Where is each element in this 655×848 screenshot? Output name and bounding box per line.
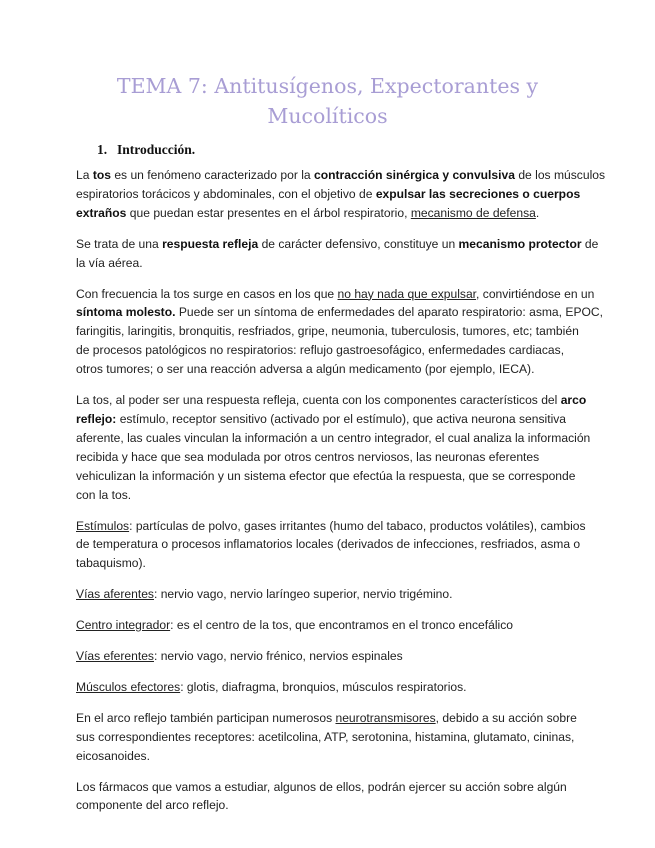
paragraph: [76, 166, 606, 223]
paragraph: [76, 235, 599, 273]
underlined-text: neurotransmisores: [335, 710, 436, 725]
section-heading: [97, 142, 195, 158]
text-line: recibida y hace que sea modulada por otros centros nerviosos, las neuronas eferentes: [76, 449, 540, 464]
text-line: La tos, al poder ser una respuesta refleja, cuenta con los componentes característicos del arco: [76, 393, 587, 408]
bold-text: contracción sinérgica y convulsiva: [313, 168, 515, 182]
bold-text: mecanismo protector: [458, 236, 582, 251]
text-line: tabaquismo).: [76, 556, 146, 571]
text-line: Se trata de una respuesta refleja de carácter defensivo, constituye un mecanismo protector de: [76, 236, 599, 251]
paragraph: [76, 678, 581, 697]
paragraph: [76, 778, 581, 816]
underlined-text: mecanismo de defensa: [410, 205, 536, 220]
underlined-text: Estímulos: [76, 518, 130, 533]
paragraph: [76, 285, 604, 380]
text-line: eicosanoides.: [76, 748, 150, 763]
text-line: espiratorios torácicos y abdominales, con el objetivo de expulsar las secreciones o cuerpos: [76, 186, 581, 201]
text-line: Vías aferentes: nervio vago, nervio laríngeo superior, nervio trigémino.: [76, 587, 453, 602]
text-line: sus correspondientes receptores: acetilcolina, ATP, serotonina, histamina, glutamato, cininas,: [76, 729, 575, 744]
bold-text: síntoma molesto.: [76, 305, 176, 320]
paragraph: [76, 616, 581, 635]
text-line: La tos es un fenómeno caracterizado por la contracción sinérgica y convulsiva de los músculos: [76, 168, 606, 182]
section-title: Introducción.: [117, 142, 196, 157]
underlined-text: no hay nada que expulsar: [337, 286, 477, 301]
text-line: Centro integrador: es el centro de la tos, que encontramos en el tronco encefálico: [76, 618, 513, 633]
text-line: otros tumores; o ser una reacción adversa a algún medicamento (por ejemplo, IECA).: [76, 362, 535, 377]
paragraph: [76, 517, 586, 574]
bold-text: expulsar las secreciones o cuerpos: [375, 186, 581, 201]
text-line: con la tos.: [76, 487, 132, 502]
text-line: Los fármacos que vamos a estudiar, algunos de ellos, podrán ejercer su acción sobre algún: [76, 779, 567, 794]
text-line: de procesos patológicos no respiratorios: reflujo gastroesofágico, enfermedades cardiacas,: [76, 343, 565, 358]
underlined-text: Vías aferentes: [76, 587, 154, 602]
text-line: Estímulos: partículas de polvo, gases irritantes (humo del tabaco, productos volátiles), cambios: [76, 518, 586, 533]
text-line: Vías eferentes: nervio vago, nervio frénico, nervios espinales: [76, 649, 403, 664]
text-line: Con frecuencia la tos surge en casos en los que no hay nada que expulsar, convirtiéndose en un: [76, 286, 595, 301]
document-title: [40, 71, 615, 131]
text-line: vehiculizan la información y un sistema efector que efectúa la respuesta, que se corresponde: [76, 468, 576, 483]
paragraph: [76, 391, 591, 504]
title-line-1: TEMA 7: Antitusígenos, Expectorantes y: [116, 73, 539, 98]
text-line: extraños que puedan estar presentes en el árbol respiratorio, mecanismo de defensa.: [76, 205, 540, 220]
bold-text: arco: [560, 393, 587, 408]
paragraph: [76, 647, 581, 666]
text-line: reflejo: estímulo, receptor sensitivo (activado por el estímulo), que activa neurona sensitiva: [76, 411, 567, 426]
text-line: En el arco reflejo también participan numerosos neurotransmisores, debido a su acción sobre: [76, 710, 577, 725]
section-number: 1.: [97, 142, 108, 157]
underlined-text: Vías eferentes: [76, 649, 154, 664]
title-line-2: Mucolíticos: [267, 103, 388, 128]
bold-text: tos: [92, 168, 111, 182]
bold-text: reflejo:: [76, 411, 117, 426]
text-line: la vía aérea.: [76, 255, 143, 270]
text-line: faringitis, laringitis, bronquitis, resfriados, gripe, neumonia, tuberculosis, tumores, etc; también: [76, 324, 579, 339]
text-line: Músculos efectores: glotis, diafragma, bronquios, músculos respiratorios.: [76, 679, 467, 694]
text-line: de temperatura o procesos inflamatorios locales (derivados de infecciones, resfriados, asma o: [76, 537, 581, 552]
bold-text: extraños: [76, 205, 127, 220]
text-line: aferente, las cuales vinculan la información a un centro integrador, el cual analiza la información: [76, 430, 591, 445]
paragraph: [76, 709, 581, 766]
text-line: componente del arco reflejo.: [76, 798, 229, 813]
bold-text: respuesta refleja: [162, 236, 259, 251]
underlined-text: Músculos efectores: [76, 679, 181, 694]
underlined-text: Centro integrador: [76, 618, 171, 633]
paragraph: [76, 585, 581, 604]
text-line: síntoma molesto. Puede ser un síntoma de enfermedades del aparato respiratorio: asma, EPOC,: [76, 305, 604, 320]
document-body: [76, 166, 606, 827]
